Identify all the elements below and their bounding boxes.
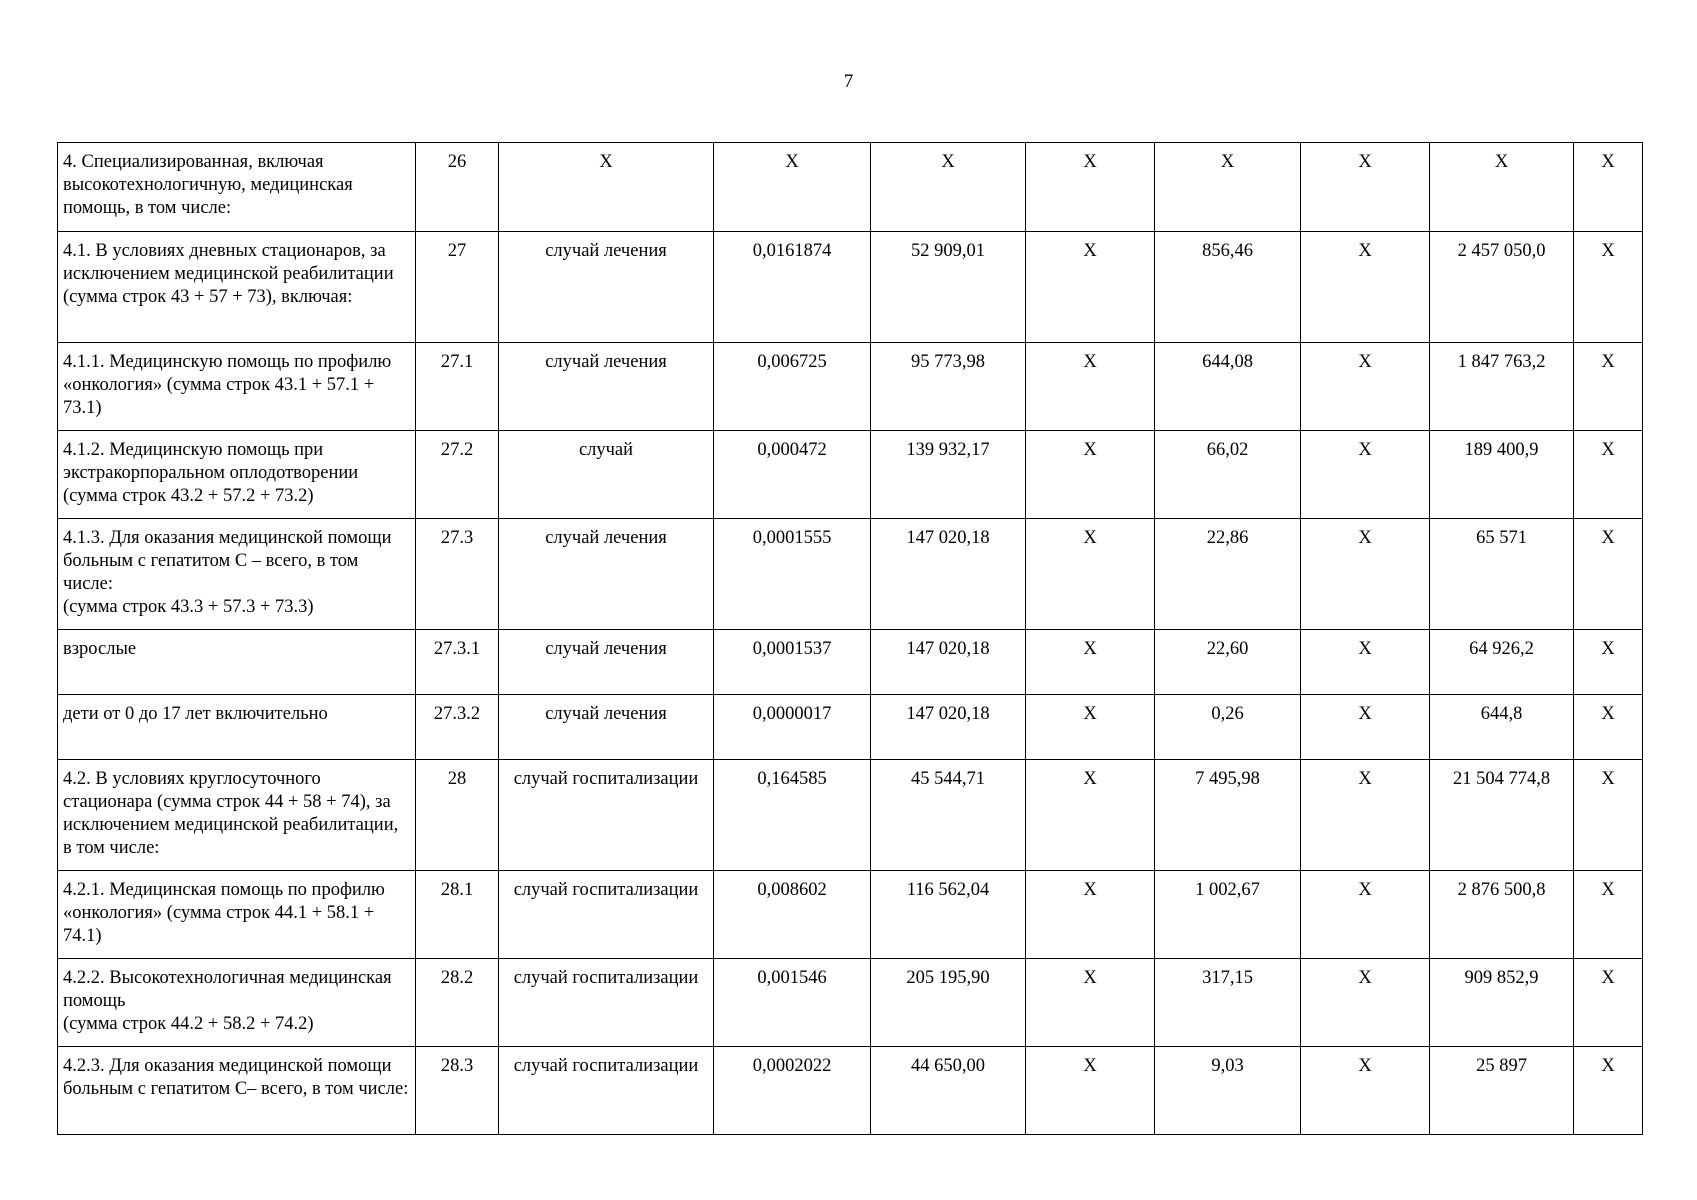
row-unit: случай лечения (499, 343, 714, 431)
row-value-3: X (1026, 519, 1155, 630)
row-value-7: X (1574, 760, 1643, 871)
table-row (58, 343, 1643, 431)
row-value-5: X (1301, 343, 1430, 431)
row-value-3: X (1026, 1047, 1155, 1135)
row-unit: случай лечения (499, 630, 714, 695)
row-value-4: 9,03 (1155, 1047, 1301, 1135)
row-value-2: 205 195,90 (871, 959, 1026, 1047)
row-description: 4.2. В условиях круглосуточного стационара (сумма строк 44 + 58 + 74), за исключением медицинской реабилитации, в том числе: (58, 760, 416, 871)
statistics-table (57, 142, 1643, 1135)
row-value-2: 139 932,17 (871, 431, 1026, 519)
row-line-number: 26 (416, 143, 499, 232)
row-description: 4.2.2. Высокотехнологичная медицинская помощь (сумма строк 44.2 + 58.2 + 74.2) (58, 959, 416, 1047)
row-value-4: 7 495,98 (1155, 760, 1301, 871)
row-value-4: 856,46 (1155, 232, 1301, 343)
table-row (58, 519, 1643, 630)
row-value-3: X (1026, 959, 1155, 1047)
row-unit: случай лечения (499, 695, 714, 760)
row-line-number: 28 (416, 760, 499, 871)
row-value-6: 64 926,2 (1430, 630, 1574, 695)
row-value-6: 644,8 (1430, 695, 1574, 760)
row-value-1: 0,0001537 (714, 630, 871, 695)
row-value-6: 189 400,9 (1430, 431, 1574, 519)
row-line-number: 28.1 (416, 871, 499, 959)
table-row (58, 630, 1643, 695)
row-unit: случай госпитализации (499, 760, 714, 871)
row-description: 4.1.2. Медицинскую помощь при экстракорпоральном оплодотворении (сумма строк 43.2 + 57.2 + 73.2) (58, 431, 416, 519)
row-value-2: 95 773,98 (871, 343, 1026, 431)
row-value-4: 22,60 (1155, 630, 1301, 695)
row-value-5: X (1301, 143, 1430, 232)
row-value-1: 0,164585 (714, 760, 871, 871)
row-value-1: 0,008602 (714, 871, 871, 959)
row-line-number: 27.2 (416, 431, 499, 519)
row-value-5: X (1301, 1047, 1430, 1135)
row-value-6: 1 847 763,2 (1430, 343, 1574, 431)
row-unit: случай лечения (499, 232, 714, 343)
row-value-4: X (1155, 143, 1301, 232)
row-value-5: X (1301, 959, 1430, 1047)
row-value-1: 0,001546 (714, 959, 871, 1047)
row-value-5: X (1301, 431, 1430, 519)
row-value-2: 147 020,18 (871, 630, 1026, 695)
row-line-number: 27 (416, 232, 499, 343)
row-value-3: X (1026, 760, 1155, 871)
row-value-2: 44 650,00 (871, 1047, 1026, 1135)
row-value-4: 66,02 (1155, 431, 1301, 519)
row-value-3: X (1026, 871, 1155, 959)
row-value-2: 45 544,71 (871, 760, 1026, 871)
row-value-1: 0,0000017 (714, 695, 871, 760)
row-line-number: 27.3.1 (416, 630, 499, 695)
row-value-5: X (1301, 695, 1430, 760)
row-description: взрослые (58, 630, 416, 695)
row-description: 4.1.1. Медицинскую помощь по профилю «онкология» (сумма строк 43.1 + 57.1 + 73.1) (58, 343, 416, 431)
row-value-4: 317,15 (1155, 959, 1301, 1047)
row-description: 4.2.1. Медицинская помощь по профилю «онкология» (сумма строк 44.1 + 58.1 + 74.1) (58, 871, 416, 959)
row-value-3: X (1026, 695, 1155, 760)
row-value-1: 0,0002022 (714, 1047, 871, 1135)
row-value-7: X (1574, 431, 1643, 519)
row-value-5: X (1301, 232, 1430, 343)
row-value-7: X (1574, 232, 1643, 343)
row-value-1: X (714, 143, 871, 232)
row-unit: случай госпитализации (499, 959, 714, 1047)
row-value-7: X (1574, 871, 1643, 959)
row-line-number: 28.2 (416, 959, 499, 1047)
row-value-2: X (871, 143, 1026, 232)
row-value-6: 25 897 (1430, 1047, 1574, 1135)
row-value-3: X (1026, 143, 1155, 232)
row-line-number: 28.3 (416, 1047, 499, 1135)
table-row (58, 760, 1643, 871)
row-value-3: X (1026, 343, 1155, 431)
page-number: 7 (843, 71, 854, 92)
row-value-6: 909 852,9 (1430, 959, 1574, 1047)
row-value-6: 2 876 500,8 (1430, 871, 1574, 959)
row-value-4: 0,26 (1155, 695, 1301, 760)
row-value-2: 147 020,18 (871, 519, 1026, 630)
row-value-1: 0,0161874 (714, 232, 871, 343)
row-value-6: 21 504 774,8 (1430, 760, 1574, 871)
row-description: 4.2.3. Для оказания медицинской помощи больным с гепатитом С– всего, в том числе: (58, 1047, 416, 1135)
row-value-2: 147 020,18 (871, 695, 1026, 760)
row-value-6: X (1430, 143, 1574, 232)
row-value-1: 0,006725 (714, 343, 871, 431)
row-value-7: X (1574, 695, 1643, 760)
row-value-4: 1 002,67 (1155, 871, 1301, 959)
row-value-3: X (1026, 630, 1155, 695)
row-description: 4.1.3. Для оказания медицинской помощи больным с гепатитом С – всего, в том числе: (сумма строк 43.3 + 57.3 + 73.3) (58, 519, 416, 630)
row-value-7: X (1574, 519, 1643, 630)
row-value-6: 2 457 050,0 (1430, 232, 1574, 343)
table-row (58, 695, 1643, 760)
table-row (58, 1047, 1643, 1135)
table-row (58, 959, 1643, 1047)
table-row (58, 871, 1643, 959)
row-unit: случай госпитализации (499, 1047, 714, 1135)
row-value-2: 116 562,04 (871, 871, 1026, 959)
row-value-4: 644,08 (1155, 343, 1301, 431)
table-row (58, 232, 1643, 343)
row-line-number: 27.1 (416, 343, 499, 431)
table-row (58, 143, 1643, 232)
row-description: дети от 0 до 17 лет включительно (58, 695, 416, 760)
row-unit: X (499, 143, 714, 232)
row-description: 4.1. В условиях дневных стационаров, за исключением медицинской реабилитации (сумма строк 43 + 57 + 73), включая: (58, 232, 416, 343)
row-value-1: 0,000472 (714, 431, 871, 519)
row-value-7: X (1574, 959, 1643, 1047)
row-value-5: X (1301, 519, 1430, 630)
row-value-2: 52 909,01 (871, 232, 1026, 343)
row-value-7: X (1574, 1047, 1643, 1135)
row-value-7: X (1574, 143, 1643, 232)
row-value-4: 22,86 (1155, 519, 1301, 630)
row-value-3: X (1026, 431, 1155, 519)
row-value-5: X (1301, 760, 1430, 871)
row-value-6: 65 571 (1430, 519, 1574, 630)
row-unit: случай госпитализации (499, 871, 714, 959)
row-line-number: 27.3.2 (416, 695, 499, 760)
row-value-7: X (1574, 630, 1643, 695)
row-value-5: X (1301, 630, 1430, 695)
row-unit: случай лечения (499, 519, 714, 630)
row-unit: случай (499, 431, 714, 519)
row-value-1: 0,0001555 (714, 519, 871, 630)
row-description: 4. Специализированная, включая высокотехнологичную, медицинская помощь, в том числе: (58, 143, 416, 232)
table-row (58, 431, 1643, 519)
row-line-number: 27.3 (416, 519, 499, 630)
row-value-3: X (1026, 232, 1155, 343)
row-value-5: X (1301, 871, 1430, 959)
row-value-7: X (1574, 343, 1643, 431)
